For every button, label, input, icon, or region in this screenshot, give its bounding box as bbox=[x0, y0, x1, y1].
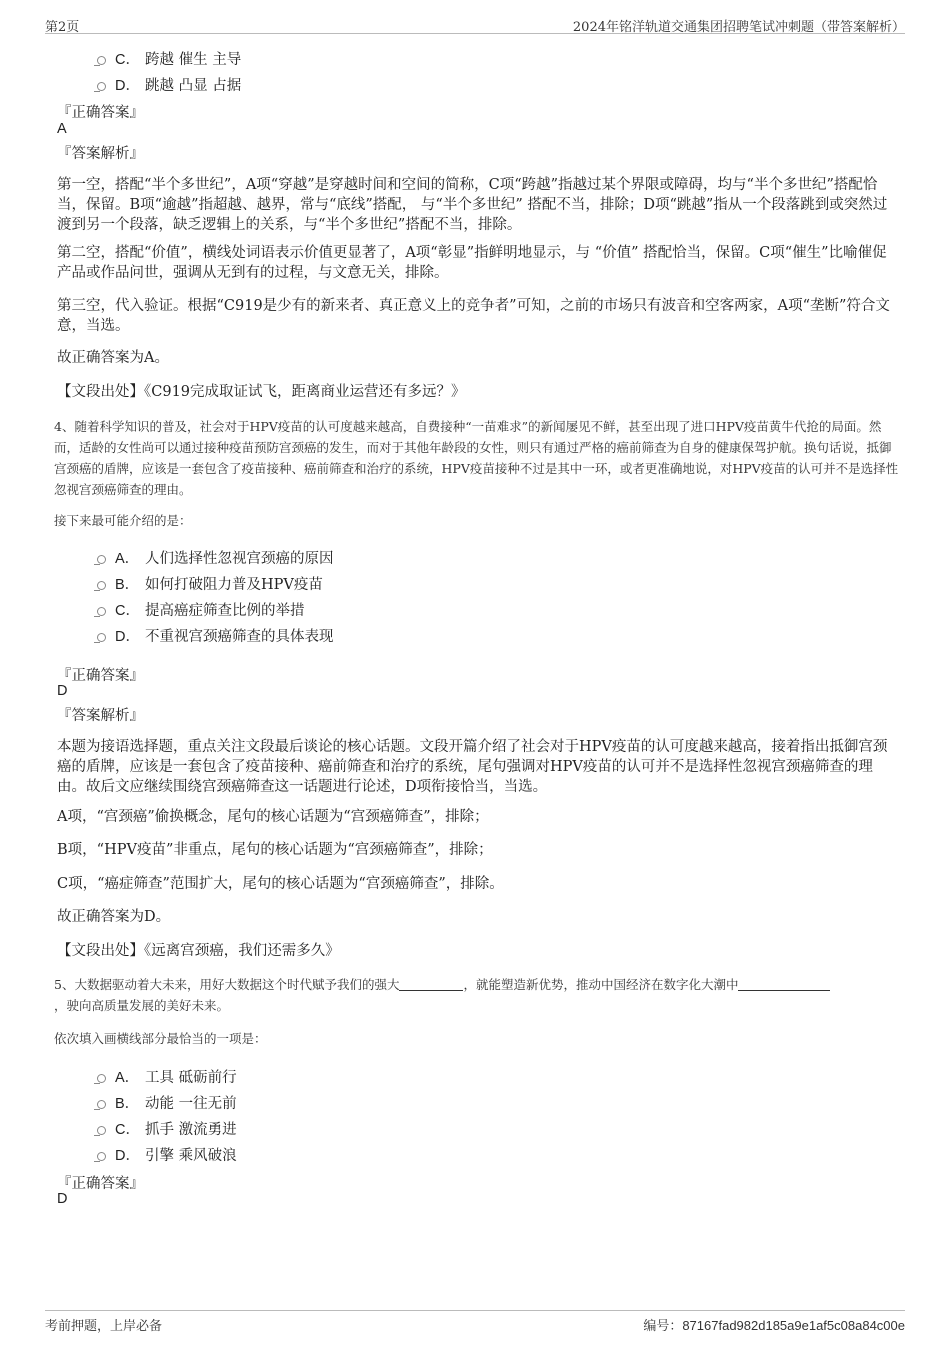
page-footer bbox=[45, 1310, 905, 1335]
q3-analysis-conclusion: 故正确答案为A。 bbox=[57, 350, 169, 366]
radio-icon[interactable] bbox=[97, 555, 106, 564]
q3-analysis-para-1: 第一空，搭配“半个多世纪”，A项“穿越”是穿越时间和空间的简称，C项“跨越”指越过某个界限或障碍，均与“半个多世纪”搭配恰当，保留。B项“逾越”指超越、越界，常与“底线”搭配， 与“半个多世纪” 搭配不当，排除；D项“跳越”指从一个段落跳到或突然过渡到另一个段落，缺乏逻辑上的关系，与“半个多世纪”搭配不当，排除。 bbox=[57, 177, 888, 233]
radio-icon[interactable] bbox=[97, 607, 106, 616]
q4-answer: D bbox=[57, 683, 68, 699]
page-number: 第2页 bbox=[45, 20, 80, 35]
q5-answer: D bbox=[57, 1191, 68, 1207]
q4-option-c[interactable]: C． 提高癌症筛查比例的举措 bbox=[97, 599, 305, 620]
q4-option-a[interactable]: A． 人们选择性忽视宫颈癌的原因 bbox=[97, 547, 334, 568]
footer-slogan: 考前押题，上岸必备 bbox=[45, 1319, 163, 1334]
radio-icon[interactable] bbox=[97, 56, 106, 65]
q4-analysis-conclusion: 故正确答案为D。 bbox=[57, 909, 171, 925]
q4-option-b[interactable]: B． 如何打破阻力普及HPV疫苗 bbox=[97, 573, 323, 594]
q3-analysis-para-2: 第二空，搭配“价值”，横线处词语表示价值更显著了，A项“彰显”指鲜明地显示，与 “价值” 搭配恰当，保留。C项“催生”比喻催促产品或作品问世，强调从无到有的过程，与文意无关，排除。 bbox=[57, 245, 887, 281]
q4-analysis-label: 『答案解析』 bbox=[57, 708, 144, 724]
q3-option-d[interactable]: D． 跳越 凸显 占据 bbox=[97, 74, 241, 95]
q4-analysis-option-b: B项，“HPV疫苗”非重点，尾句的核心话题为“宫颈癌筛查”，排除； bbox=[57, 842, 493, 858]
q5-question-text: 5、大数据驱动着大未来，用好大数据这个时代赋予我们的强大 ，就能塑造新优势，推动中国经济在数字化大潮中 ，驶向高质量发展的美好未来。 bbox=[54, 974, 899, 1016]
q4-option-d[interactable]: D． 不重视宫颈癌筛查的具体表现 bbox=[97, 625, 334, 646]
radio-icon[interactable] bbox=[97, 1152, 106, 1161]
q4-analysis-option-c: C项，“癌症筛查”范围扩大，尾句的核心话题为“宫颈癌筛查”，排除。 bbox=[57, 876, 504, 892]
q5-option-b[interactable]: B． 动能 一往无前 bbox=[97, 1092, 237, 1113]
q5-option-a[interactable]: A． 工具 砥砺前行 bbox=[97, 1066, 237, 1087]
radio-icon[interactable] bbox=[97, 82, 106, 91]
q5-prompt: 依次填入画横线部分最恰当的一项是： bbox=[54, 1031, 267, 1046]
blank-1 bbox=[399, 978, 463, 991]
radio-icon[interactable] bbox=[97, 1074, 106, 1083]
q4-source: 【文段出处】《远离宫颈癌，我们还需多久》 bbox=[57, 943, 340, 959]
q5-answer-label: 『正确答案』 bbox=[57, 1176, 144, 1192]
q3-answer-label: 『正确答案』 bbox=[57, 105, 144, 121]
radio-icon[interactable] bbox=[97, 581, 106, 590]
radio-icon[interactable] bbox=[97, 1100, 106, 1109]
q5-option-c[interactable]: C． 抓手 激流勇进 bbox=[97, 1118, 237, 1139]
document-id: 编号：87167fad982d185a9e1af5c08a84c00e bbox=[643, 1318, 905, 1333]
blank-2 bbox=[738, 978, 830, 991]
document-title: 2024年铭洋轨道交通集团招聘笔试冲刺题（带答案解析） bbox=[572, 20, 905, 35]
q5-option-d[interactable]: D． 引擎 乘风破浪 bbox=[97, 1144, 237, 1165]
q4-analysis-para-1: 本题为接语选择题，重点关注文段最后谈论的核心话题。文段开篇介绍了社会对于HPV疫苗的认可度越来越高，接着指出抵御宫颈癌的盾牌，应该是一套包含了疫苗接种、癌前筛查和治疗的系统，尾句强调对HPV疫苗的认可并不是选择性忽视宫颈癌筛查的理由。故后文应继续围绕宫颈癌筛查这一话题进行论述，D项衔接恰当，当选。 bbox=[57, 739, 888, 795]
q3-option-c[interactable]: C． 跨越 催生 主导 bbox=[97, 48, 241, 69]
radio-icon[interactable] bbox=[97, 633, 106, 642]
q4-analysis-option-a: A项，“宫颈癌”偷换概念，尾句的核心话题为“宫颈癌筛查”，排除； bbox=[57, 809, 489, 825]
page-header bbox=[45, 14, 905, 34]
q3-source: 【文段出处】《C919完成取证试飞，距离商业运营还有多远？》 bbox=[57, 384, 466, 400]
q3-answer: A bbox=[57, 121, 67, 137]
q4-question-text: 4、随着科学知识的普及，社会对于HPV疫苗的认可度越来越高，自费接种“一苗难求”的新闻屡见不鲜，甚至出现了进口HPV疫苗黄牛代抢的局面。然而，适龄的女性尚可以通过接种疫苗预防宫颈癌的发生，而对于其他年龄段的女性，则只有通过严格的癌前筛查为自身的健康保驾护航。换句话说，抵御宫颈癌的盾牌，应该是一套包含了疫苗接种、癌前筛查和治疗的系统，HPV疫苗接种不过是其中一环，或者更准确地说，对HPV疫苗的认可并不是选择性忽视宫颈癌筛查的理由。 bbox=[54, 419, 899, 497]
q4-prompt: 接下来最可能介绍的是： bbox=[54, 513, 192, 528]
q3-analysis-para-3: 第三空，代入验证。根据“C919是少有的新来者、真正意义上的竞争者”可知，之前的市场只有波音和空客两家，A项“垄断”符合文意，当选。 bbox=[57, 298, 890, 334]
q4-answer-label: 『正确答案』 bbox=[57, 668, 144, 684]
radio-icon[interactable] bbox=[97, 1126, 106, 1135]
q3-analysis-label: 『答案解析』 bbox=[57, 146, 144, 162]
